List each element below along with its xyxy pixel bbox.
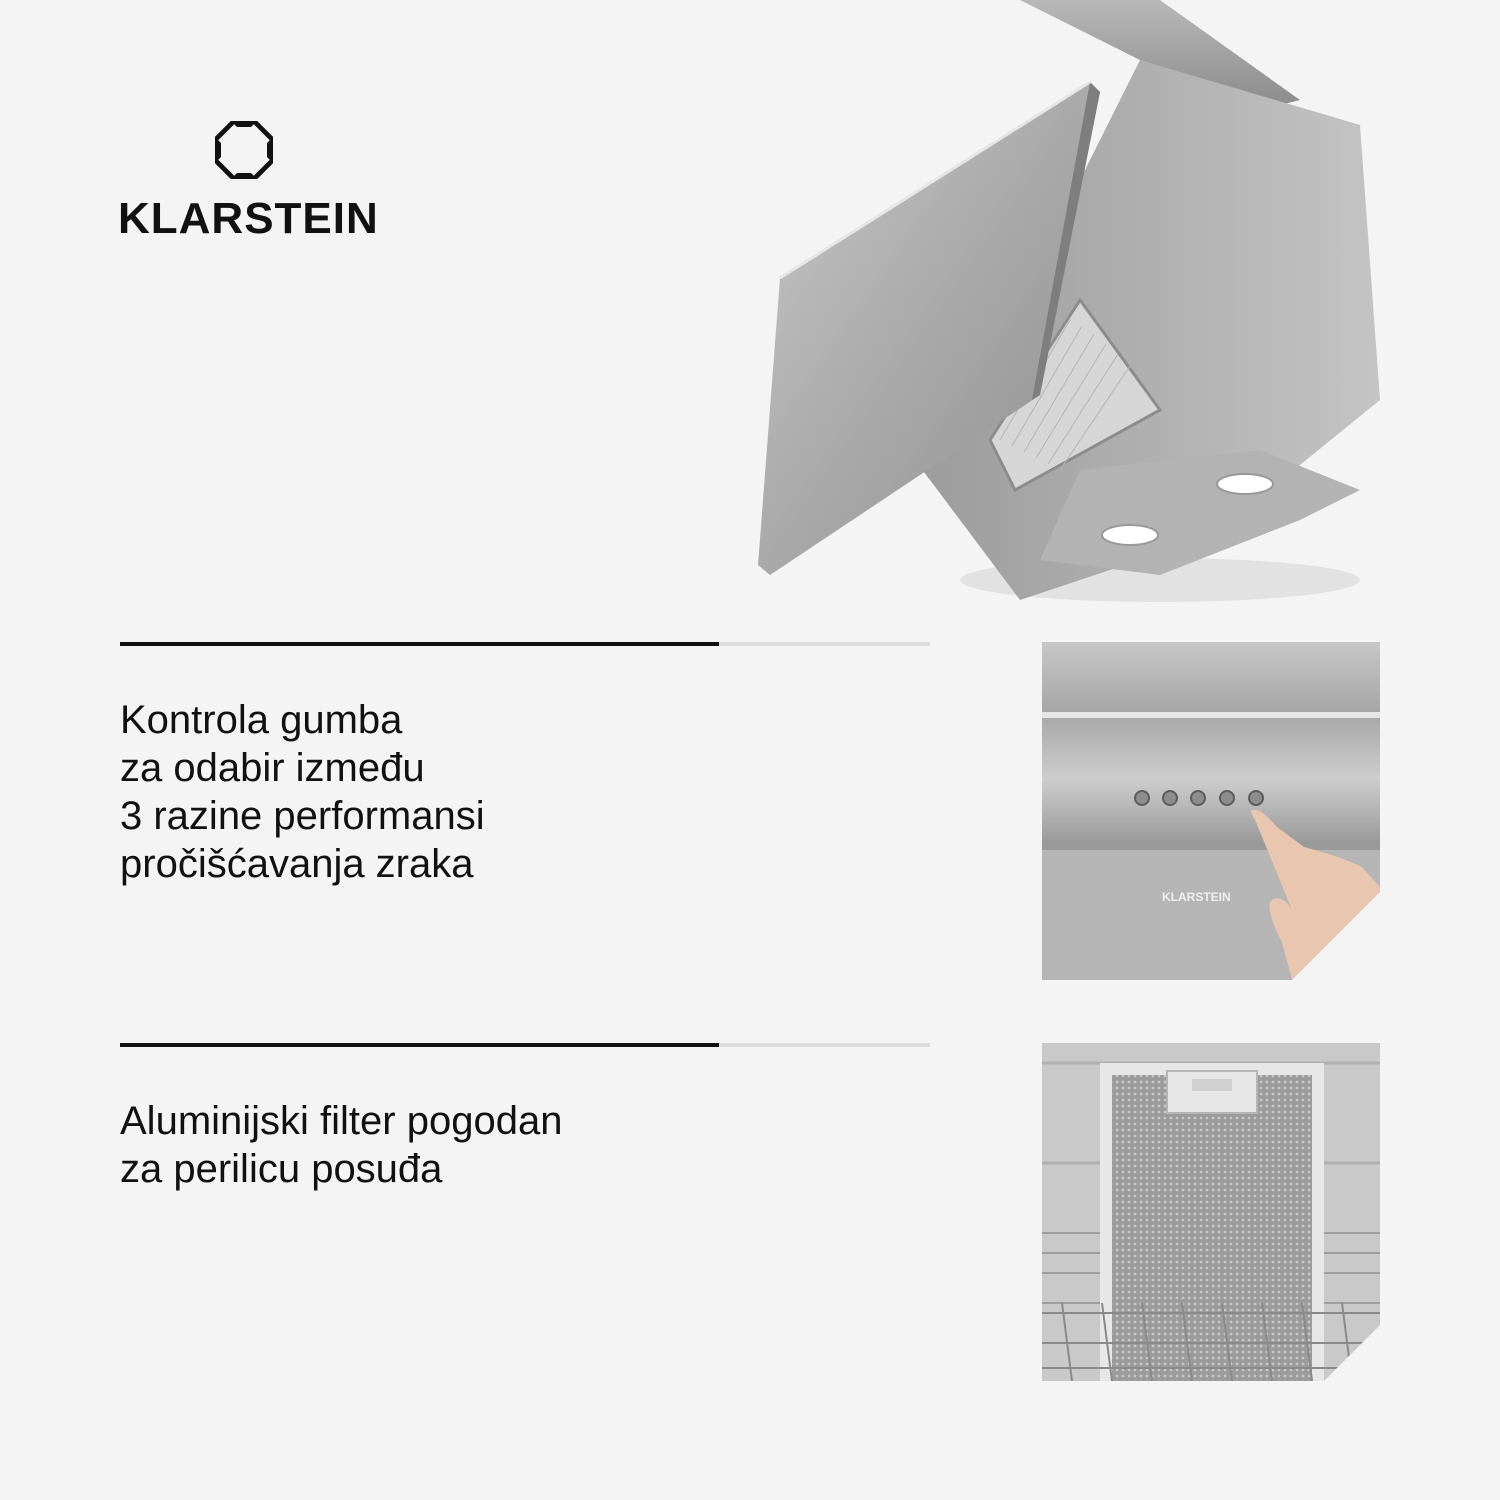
cooker-hood-image <box>740 0 1400 620</box>
klarstein-diamond-icon <box>214 120 274 180</box>
divider-1 <box>120 642 930 646</box>
feature-1-line-1: Kontrola gumba <box>120 698 403 742</box>
hood-brand-label: KLARSTEIN <box>1162 890 1231 904</box>
divider-2 <box>120 1043 930 1047</box>
brand-name: KLARSTEIN <box>118 194 379 243</box>
filter-dishwasher-image <box>1042 1043 1380 1381</box>
feature-2-line-1: Aluminijski filter pogodan <box>120 1099 563 1143</box>
feature-2-text <box>120 1097 820 1193</box>
divider-1-progress <box>120 642 719 646</box>
feature-1-line-2: za odabir između <box>120 746 425 790</box>
feature-1-line-3: 3 razine performansi <box>120 794 485 838</box>
control-buttons-image <box>1042 642 1380 980</box>
feature-1-line-4: pročišćavanja zraka <box>120 842 474 886</box>
feature-2-line-2: za perilicu posuđa <box>120 1147 443 1191</box>
divider-2-progress <box>120 1043 719 1047</box>
feature-1-text <box>120 696 820 888</box>
